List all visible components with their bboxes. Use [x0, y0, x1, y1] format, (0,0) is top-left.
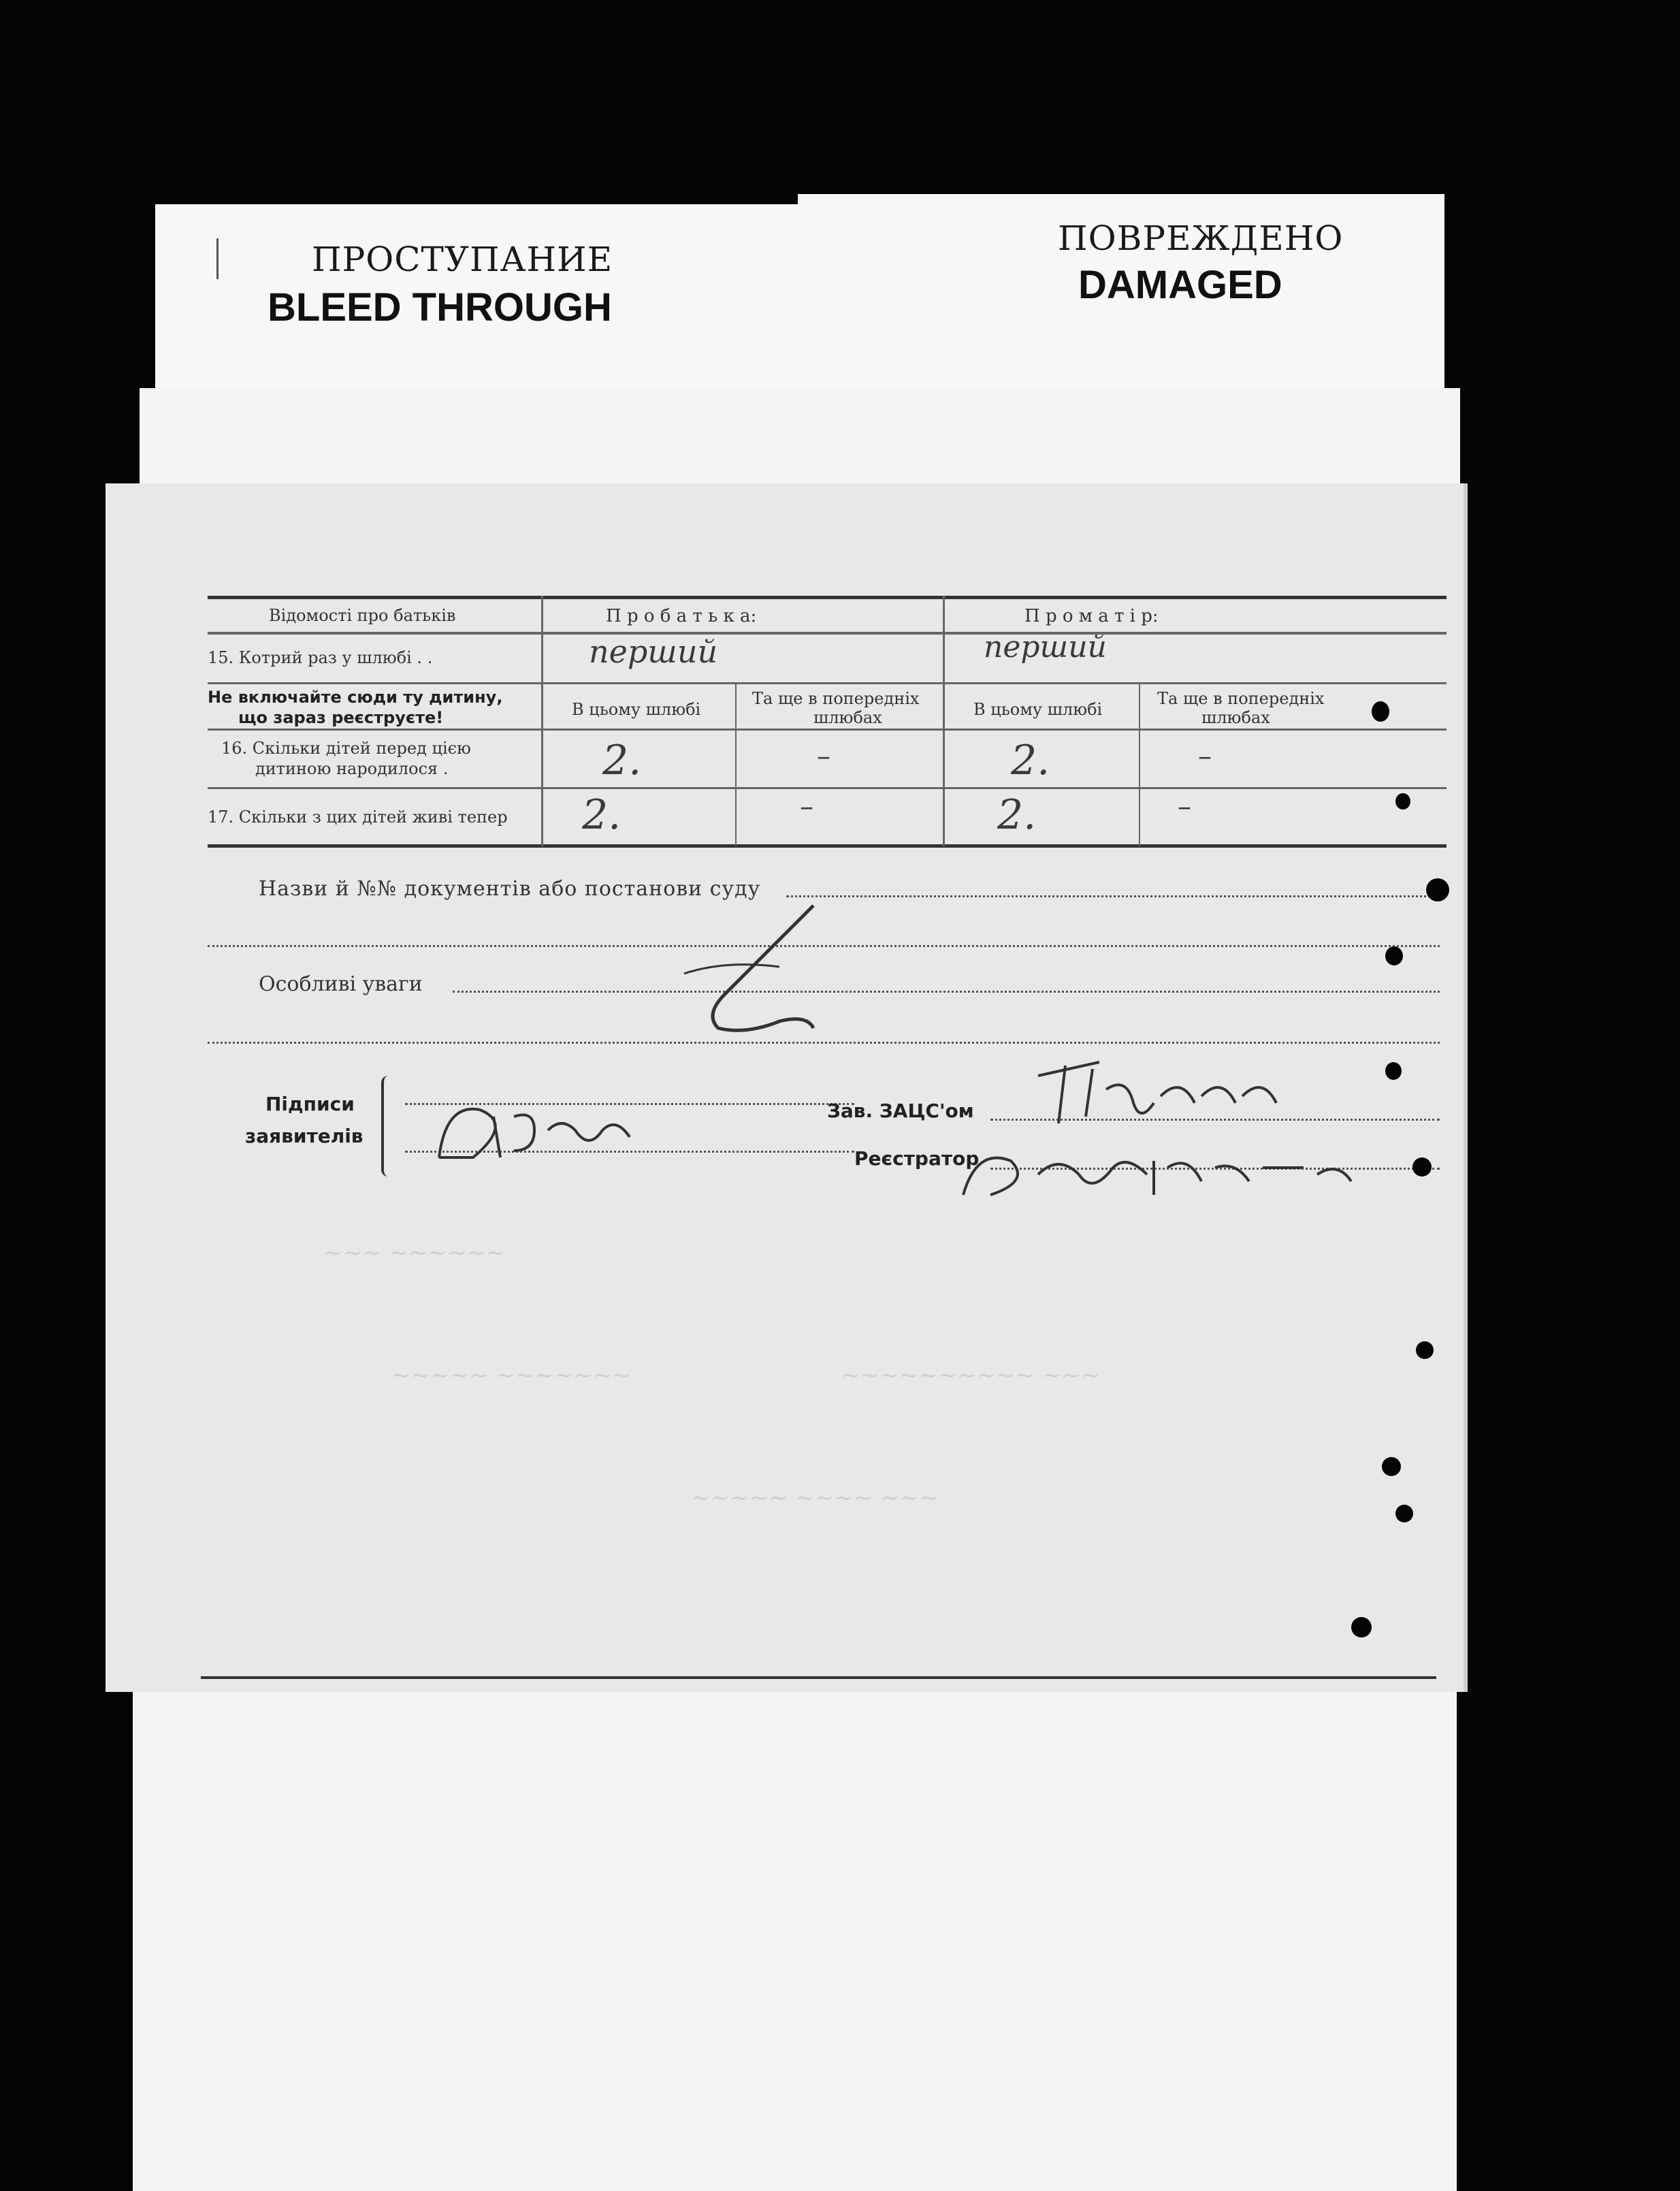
- punch-hole-3: [1426, 878, 1449, 901]
- register-form-page: [106, 483, 1468, 1692]
- bleed-through-ghost-3: ~~~~~~~~~~ ~~~: [841, 1362, 1101, 1389]
- damaged-label-ru: ПОВРЕЖДЕНО: [1058, 219, 1344, 258]
- page-bottom-rule: [201, 1676, 1436, 1679]
- punch-hole-9: [1395, 1505, 1413, 1522]
- bleed-through-label-en: BLEED THROUGH: [268, 285, 612, 330]
- row16-father-prev: –: [817, 741, 830, 772]
- header-about-mother: П р о м а т і р:: [1024, 606, 1159, 626]
- registrar-signature: [950, 1134, 1372, 1209]
- row16-mother-this: 2.: [1011, 737, 1050, 784]
- damaged-label-en: DAMAGED: [1078, 263, 1282, 307]
- head-signature: [1018, 1049, 1304, 1130]
- subheader-mother-this-marriage: В цьому шлюбі: [973, 700, 1103, 719]
- row16-father-this: 2.: [602, 737, 642, 784]
- subheader-father-prev-line2: шлюбах: [813, 708, 882, 727]
- remarks-line-1: [453, 991, 1440, 993]
- punch-hole-7: [1416, 1341, 1434, 1359]
- applicants-label-line2: заявителів: [245, 1125, 364, 1147]
- registrar-label: Реєстратор: [854, 1147, 980, 1170]
- col-divider-mother-sub: [1139, 684, 1140, 846]
- row15-mother-value: перший: [984, 630, 1107, 665]
- row17-father-this: 2.: [582, 791, 621, 839]
- subheader-mother-prev-line1: Та ще в попередніх: [1157, 689, 1325, 708]
- row17-mother-prev: –: [1178, 791, 1191, 822]
- subheader-father-prev-line1: Та ще в попередніх: [752, 689, 920, 708]
- col-divider-father-sub: [735, 684, 737, 846]
- documents-line-1: [786, 895, 1440, 897]
- row15-father-value: перший: [589, 633, 718, 670]
- bleed-through-ghost-2: ~~~~~ ~~~~~~~: [391, 1362, 632, 1389]
- bleed-through-ghost-1: ~~~ ~~~~~~: [323, 1239, 506, 1266]
- note-line-1: Не включайте сюди ту дитину,: [208, 688, 503, 707]
- head-label: Зав. ЗАЦС'ом: [827, 1100, 974, 1122]
- row16-bottom-rule: [208, 787, 1447, 789]
- left-card-edge-mark: [216, 238, 219, 279]
- punch-hole-8: [1382, 1457, 1401, 1476]
- punch-hole-1: [1372, 701, 1389, 722]
- subheader-father-this-marriage: В цьому шлюбі: [572, 700, 701, 719]
- row16-label-line2: дитиною народилося .: [255, 759, 449, 778]
- row15-bottom-rule: [208, 682, 1447, 684]
- punch-hole-4: [1385, 946, 1403, 965]
- row17-label: 17. Скільки з цих дітей живі тепер: [208, 807, 508, 827]
- documents-label: Назви й №№ документів або постанови суду: [259, 877, 761, 901]
- row16-mother-prev: –: [1198, 741, 1212, 772]
- header-bottom-rule: [208, 632, 1447, 635]
- row17-mother-this: 2.: [997, 791, 1037, 839]
- subheader-bottom-rule: [208, 729, 1447, 731]
- bottom-sheet: [133, 1675, 1457, 2191]
- applicants-label-line1: Підписи: [265, 1093, 355, 1115]
- applicant-signature: [425, 1089, 684, 1171]
- punch-hole-5: [1385, 1062, 1402, 1080]
- header-parents-info: Відомості про батьків: [269, 606, 456, 625]
- row15-label: 15. Котрий раз у шлюбі . .: [208, 648, 433, 667]
- col-divider-1: [541, 596, 543, 846]
- punch-hole-6: [1412, 1157, 1432, 1177]
- bleed-through-label-ru: ПРОСТУПАНИЕ: [312, 240, 613, 279]
- row16-label-line1: 16. Скільки дітей перед цією: [221, 739, 471, 758]
- remarks-label: Особливі уваги: [259, 972, 423, 996]
- table-bottom-rule: [208, 844, 1447, 848]
- target-card-damaged: [798, 194, 1444, 409]
- subheader-mother-prev-line2: шлюбах: [1201, 708, 1270, 727]
- target-card-bleed-through: [155, 204, 798, 409]
- col-divider-2: [943, 596, 945, 846]
- table-top-rule: [208, 596, 1447, 599]
- bleed-through-ghost-4: ~~~~~ ~~~~ ~~~: [691, 1484, 939, 1512]
- row17-father-prev: –: [800, 791, 813, 822]
- punch-hole-2: [1395, 793, 1410, 810]
- punch-hole-10: [1351, 1617, 1372, 1637]
- applicants-bracket: [381, 1076, 393, 1177]
- note-line-2: що зараз реєструєте!: [238, 708, 444, 727]
- header-about-father: П р о б а т ь к а:: [606, 606, 757, 626]
- remarks-dash-mark: [643, 892, 834, 1049]
